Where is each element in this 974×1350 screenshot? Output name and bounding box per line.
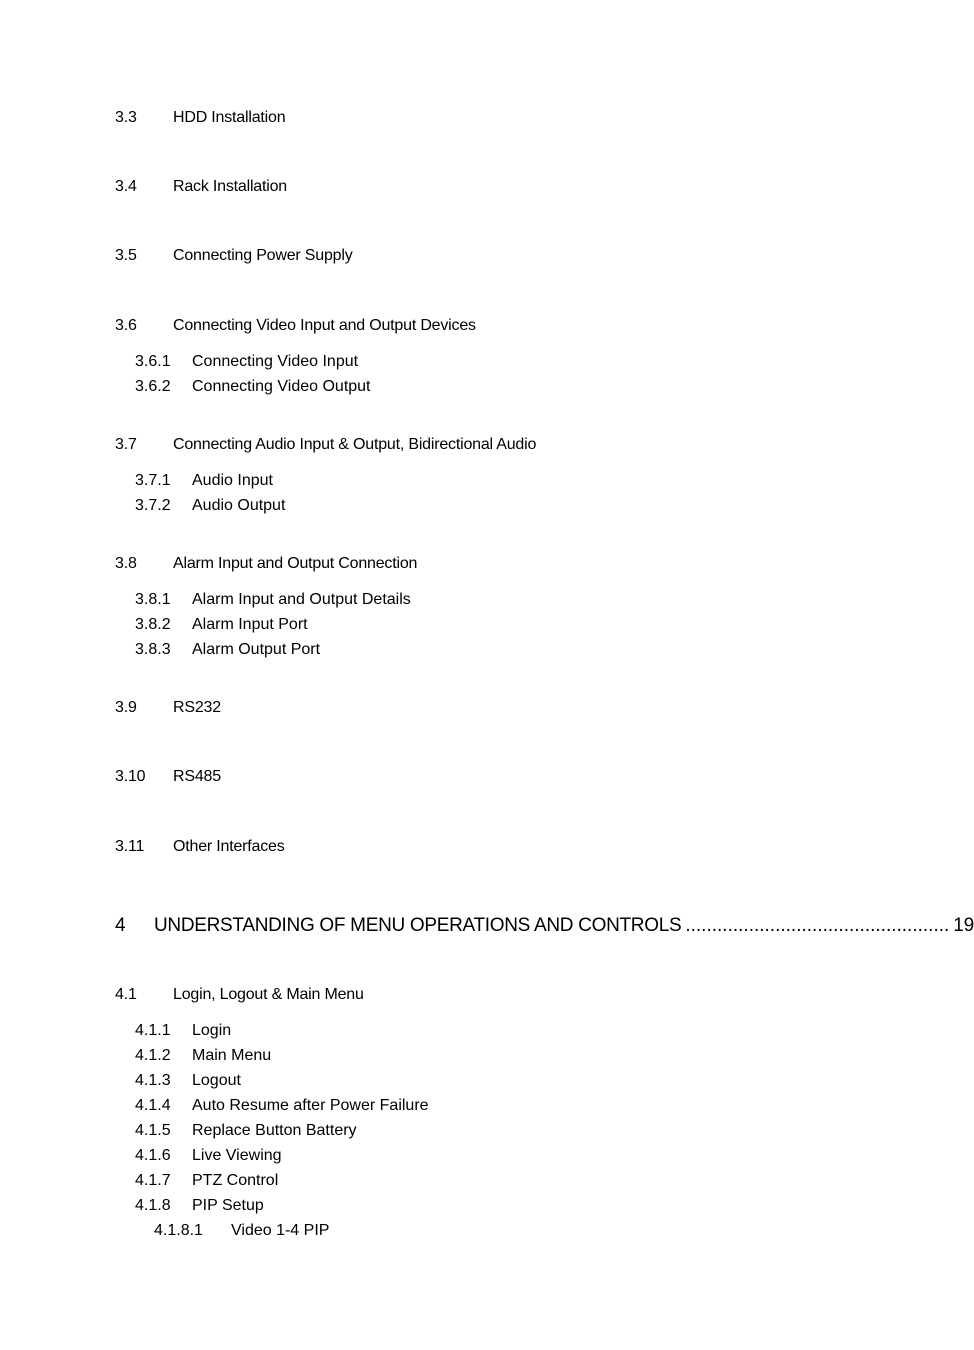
toc-entry-4-1-2[interactable] xyxy=(135,1048,271,1064)
toc-entry-4-1-7[interactable] xyxy=(135,1173,278,1189)
toc-number: 3.9 xyxy=(115,699,137,716)
toc-entry-3-8-2[interactable] xyxy=(135,617,308,633)
toc-entry-3-9[interactable] xyxy=(115,700,221,716)
toc-number: 3.6.2 xyxy=(135,378,171,395)
toc-title: Connecting Audio Input & Output, Bidirectional Audio xyxy=(173,436,537,453)
toc-title: Connecting Video Input xyxy=(192,353,359,370)
toc-entry-4-1-3[interactable] xyxy=(135,1073,241,1089)
toc-entry-3-7-1[interactable] xyxy=(135,473,273,489)
toc-title: Alarm Input and Output Connection xyxy=(173,555,418,572)
toc-entry-3-10[interactable] xyxy=(115,769,221,785)
toc-title: PIP Setup xyxy=(192,1197,264,1214)
toc-title: Connecting Power Supply xyxy=(173,247,353,264)
toc-number: 4.1.2 xyxy=(135,1047,171,1064)
toc-number: 3.7 xyxy=(115,436,137,453)
toc-title: Alarm Input and Output Details xyxy=(192,591,411,608)
toc-number: 3.8.1 xyxy=(135,591,171,608)
toc-entry-4-1-6[interactable] xyxy=(135,1148,282,1164)
toc-number: 3.6.1 xyxy=(135,353,171,370)
toc-entry-3-6-1[interactable] xyxy=(135,354,358,370)
toc-entry-3-7-2[interactable] xyxy=(135,498,285,514)
toc-page-number: 19 xyxy=(953,915,974,936)
toc-number: 3.7.2 xyxy=(135,497,171,514)
toc-entry-4-1-5[interactable] xyxy=(135,1123,357,1139)
toc-title: Connecting Video Input and Output Devices xyxy=(173,317,476,334)
toc-entry-3-8-1[interactable] xyxy=(135,592,411,608)
toc-number: 3.8 xyxy=(115,555,137,572)
toc-entry-4-1-8-1[interactable] xyxy=(154,1223,329,1239)
toc-entry-3-6[interactable] xyxy=(115,318,476,334)
toc-title: Other Interfaces xyxy=(173,838,285,855)
toc-entry-3-5[interactable] xyxy=(115,248,353,264)
toc-entry-3-6-2[interactable] xyxy=(135,379,371,395)
toc-title: Main Menu xyxy=(192,1047,272,1064)
toc-number: 4.1.1 xyxy=(135,1022,171,1039)
toc-number: 4.1.6 xyxy=(135,1147,171,1164)
toc-entry-3-11[interactable] xyxy=(115,839,285,855)
toc-title: Connecting Video Output xyxy=(192,378,371,395)
toc-number: 3.7.1 xyxy=(135,472,171,489)
toc-title: Login, Logout & Main Menu xyxy=(173,986,364,1003)
toc-number: 3.8.3 xyxy=(135,641,171,658)
toc-title: Rack Installation xyxy=(173,178,287,195)
toc-entry-3-7[interactable] xyxy=(115,437,536,453)
toc-title: UNDERSTANDING OF MENU OPERATIONS AND CONTROLS xyxy=(154,915,682,936)
toc-number: 3.11 xyxy=(115,838,145,855)
toc-number: 3.6 xyxy=(115,317,137,334)
toc-number: 3.4 xyxy=(115,178,137,195)
toc-number: 3.10 xyxy=(115,768,146,785)
toc-title: RS232 xyxy=(173,699,221,716)
toc-number: 3.8.2 xyxy=(135,616,171,633)
toc-number: 4.1.8 xyxy=(135,1197,171,1214)
toc-number: 4.1.7 xyxy=(135,1172,171,1189)
toc-title: Alarm Input Port xyxy=(192,616,308,633)
toc-entry-3-8-3[interactable] xyxy=(135,642,320,658)
toc-number: 4.1.8.1 xyxy=(154,1222,203,1239)
toc-number: 4.1.3 xyxy=(135,1072,171,1089)
toc-title: Video 1-4 PIP xyxy=(231,1222,330,1239)
toc-number: 4.1.4 xyxy=(135,1097,171,1114)
toc-entry-4-1-1[interactable] xyxy=(135,1023,231,1039)
toc-title: PTZ Control xyxy=(192,1172,279,1189)
toc-entry-4[interactable] xyxy=(115,915,974,936)
toc-entry-3-8[interactable] xyxy=(115,556,417,572)
toc-entry-3-3[interactable] xyxy=(115,110,285,126)
toc-title: Alarm Output Port xyxy=(192,641,321,658)
toc-leader-dots: .................................................. xyxy=(685,915,950,936)
toc-number: 3.3 xyxy=(115,109,137,126)
toc-entry-4-1-8[interactable] xyxy=(135,1198,264,1214)
toc-title: Login xyxy=(192,1022,232,1039)
toc-title: Logout xyxy=(192,1072,241,1089)
toc-title: Auto Resume after Power Failure xyxy=(192,1097,429,1114)
toc-title: HDD Installation xyxy=(173,109,286,126)
toc-number: 4 xyxy=(115,915,126,936)
toc-title: Replace Button Battery xyxy=(192,1122,357,1139)
toc-entry-3-4[interactable] xyxy=(115,179,287,195)
toc-number: 4.1 xyxy=(115,986,137,1003)
toc-title: Audio Input xyxy=(192,472,273,489)
toc-entry-4-1[interactable] xyxy=(115,987,364,1003)
toc-title: RS485 xyxy=(173,768,221,785)
toc-number: 3.5 xyxy=(115,247,137,264)
toc-number: 4.1.5 xyxy=(135,1122,171,1139)
toc-entry-4-1-4[interactable] xyxy=(135,1098,429,1114)
toc-title: Live Viewing xyxy=(192,1147,282,1164)
toc-title: Audio Output xyxy=(192,497,286,514)
